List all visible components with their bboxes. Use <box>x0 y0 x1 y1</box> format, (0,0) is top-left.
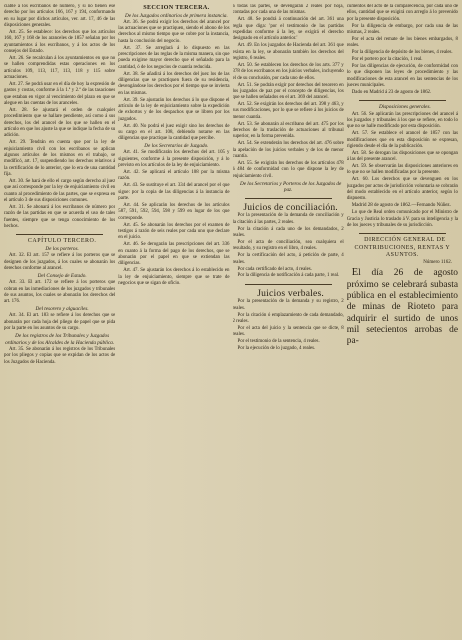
paragraph: Art. 34. El art. 183 se refiere á los derechos que se abonarán por cada hoja del pliego de papel que se pida por la parte en los asuntos de su cargo. <box>4 313 116 332</box>
paragraph: Art. 36. Se podrá exigir los derechos del arancel por las actuaciones que se practiquen, siendo el abono de los derechos al mismo tiempo que se cobre por la instancia, hasta la conclusión del negocio. <box>118 19 230 44</box>
fee-item: Por la certificación del acto, á petición de parte, 4 reales. <box>232 253 344 265</box>
fee-item: Por la citación á cada uno de los demandados, 2 reales. <box>232 226 344 239</box>
paragraph: Art. 54. Se extenderán los derechos del art. 476 sobre la apelación de los juicios verbales y de los de menor cuantía. <box>232 141 344 160</box>
fee-item: Por la diligencia de embargo, por cada una de las mismas, 2 reales. <box>346 23 458 35</box>
paragraph: Art. 32. El art. 157 se refiere á los porteros que se designen de los juzgados, á los cuales se abonarán los derechos conforme al arancel. <box>4 253 116 272</box>
paragraph: Art. 58. Se derogan las disposiciones que se opongan á las del presente arancel. <box>346 150 458 163</box>
paragraph: Art. 46. Se derogarán las prescripciones del art. 336 en cuanto á la forma del pago de los derechos, que se abonarán por el papel en que se extiendan las diligencias. <box>118 242 230 267</box>
column-2 <box>118 4 229 640</box>
fee-item: Por el portero por la citación, 1 real. <box>351 57 423 63</box>
fee-item: Por la presentación de la demanda y su registro, 2 reales. <box>232 299 344 311</box>
section-heading: SECCION TERCERA. <box>143 4 210 11</box>
column-4 <box>347 4 458 640</box>
paragraph: Art. 38. Se añadirá á los derechos del juez los de las diligencias que se practiquen fuera de su residencia, devengándose los derechos por el tiempo que se invierta en las mismas. <box>118 71 230 96</box>
paragraph: Art. 31. Se abonará á los escribanos de número por razón de las partidas en que se acuerda el uso de tales fuentes, siempre que se tenga conocimiento de los hechos. <box>4 204 116 229</box>
paragraph: Art. 30. Se hará de ello el cargo según derecho al juez que así corresponde por la ley de enjuiciamiento civil en cuanto al procedimiento de las partes, que se expresa en el artículo 3 de sus disposiciones comunes. <box>4 178 116 203</box>
fee-item: Por el acta del remate de los bienes embargados, 8 reales. <box>346 36 458 49</box>
paragraph: Art. 33. El art. 172 se refiere á los porteros que cobran en las inmediaciones de los juzgados y tribunales de sus asuntos, los cuales se abonarán los derechos del art. 176. <box>4 280 116 305</box>
paragraph: Art. 60. Los derechos que se devenguen en los juzgados por actos de jurisdicción voluntaria se cobrarán del modo establecido en el artículo anterior, según lo dispuesto. <box>346 177 458 202</box>
divider <box>16 234 103 235</box>
fee-item: Por la diligencia de notificación á cada parte, 1 real. <box>237 273 340 279</box>
paragraph: Art. 45. Se abonarán los derechos por el examen de testigos á razón de seis reales por cada uno que declare en el juicio. <box>118 222 230 241</box>
paragraph: Art. 49. En los juzgados de Hacienda del art. 361 que exista en la ley, se abonarán también los derechos del registro, 6 reales. <box>232 43 344 61</box>
paragraph: Art. 28. Se ajustará el orden de cualquier procedimiento que se hallare pendiente, así como á sus derechos, los del arancel de los que se hallen en el artículo en que los ajuste la que se indique la fecha de su adición. <box>4 107 116 139</box>
paragraph: Art. 50. Se establecen los derechos de los arts. 377 y 378 de los escribanos en los juicios verbales, incluyendo el de su conclusión, por cada uno de ellos. <box>232 62 344 81</box>
notice-body: El día 26 de agosto próximo se celebrará subasta pública en el establecimiento de minas de Rioteto para adquirir el surtido de unos mil setecientos arrobas de pa- <box>346 267 458 347</box>
paragraph: Art. 39. Se ajustarán los derechos á lo que dispone el artículo de la ley de enjuiciamiento sobre la expedición de exhortos y de los despachos que se libren por los juzgados. <box>118 97 230 122</box>
paragraph: Art. 35. Se abonarán á los registros de los Tribunales por los pliegos y copias que se expidan de los actos de los Juzgados de Hacienda. <box>4 346 116 365</box>
paragraph: a todas las partes, se devengarán 2 reales por hoja, contadas por cada una de las mismas. <box>232 4 344 16</box>
divider <box>359 233 446 234</box>
divider <box>245 198 332 199</box>
column-3 <box>233 4 344 640</box>
fee-item: Por el testimonio de la sentencia, 4 reales. <box>237 339 320 345</box>
fee-item: Por el acta de conciliación, sea cualquiera el resultado, y su registro en el libro, 4 reales. <box>232 239 344 252</box>
paragraph: Lo que de Real orden comunicado por el Ministro de Gracia y Justicia lo traslado á V. para su inteligencia y la de los jueces y tribunales de su jurisdicción. <box>346 210 458 229</box>
paragraph: Por las diligencias de ejecución, de conformidad con lo que disponen las leyes de procedimiento y las modificaciones de esta arancel en las sentencias de los jueces municipales. <box>346 64 458 89</box>
paragraph: Art. 48. Se pondrá á continuación del art. 361 una regla que diga: 'por el testimonio de las partidas expedidas conforme á la ley, se exigirá el derecho designado en el artículo anterior.' <box>232 17 344 42</box>
section-subheading: Del tesorero y alguaciles. <box>35 306 89 313</box>
section-subheading: Disposiciones generales. <box>378 104 431 111</box>
paragraph: Art. 27. Se podrá usar en el día de hoy la expresión de gastos y costas, conforme á la 1.ª y 2.ª de las tasaciones que estaban en vigor al vencimiento del plazo en que se alegue en las cuentas de los aranceles. <box>4 81 116 106</box>
section-heading-large: Juicios verbales. <box>257 287 325 299</box>
paragraph: Art. 43. Se sustituye el art. 334 del arancel por el que sigue: por la copia de las diligencias á la instancia de parte. <box>118 183 230 202</box>
paragraph: Dado en Madrid á 23 de agosto de 1862. <box>351 90 432 96</box>
paragraph: Art. 40. No podrá el juez exigir sino los derechos de su cargo en el art. 108, debiendo notarse en las diligencias que practique la cantidad que percibe. <box>118 123 230 142</box>
paragraph: Art. 42. Se aplicará el artículo 108 por la misma razón. <box>118 170 230 182</box>
paragraph: ciable á los escribanos de número, y si no tienen ese derecho por los artículos 166, 167 y 194, conformando en su lugar por dichos artículos, ver. art. 17, 46 de las disposiciones generales. <box>4 4 116 29</box>
section-subheading: De los Secretarios y Porteros de los Juzgados de paz. <box>239 180 342 194</box>
section-subheading: De los Secretarios de Juzgado. <box>144 143 209 150</box>
section-subheading: De los Juzgados ordinarios de primera instancia. <box>124 12 228 19</box>
fee-item: Por la ejecución de lo juzgado, 4 reales. <box>237 346 316 352</box>
notice-number: Número 1162. <box>423 260 452 266</box>
divider <box>245 284 332 285</box>
paragraph: Art. 47. Se ajustarán los derechos á lo establecido en la ley de enjuiciamiento, siempre que se trate de negocios que se sigan de oficio. <box>118 268 230 286</box>
paragraph: Art. 52. Se exigirán los derechos del art. 398 y 463, y sus modificaciones, por lo que se refiere á los juicios de menor cuantía. <box>232 102 344 120</box>
signature-line: Madrid 28 de agosto de 1862.—Fernando Núñez. <box>351 203 451 209</box>
paragraph: cumentos del acto de la comparecencia, por cada uno de ellos, cantidad que se exigirá con arreglo á lo prevenido por la presente disposición. <box>346 4 458 22</box>
paragraph: Art. 29. Tendrán en cuenta que por la ley de enjuiciamiento civil con los escribanos se aplican algunos artículos de los mismos en el trabajo, se modificó, art. 17, suspendiendo los derechos relativos á la certificación de lo anterior, que lo era de una cantidad fija. <box>4 140 116 177</box>
section-heading: DIRECCIÓN GENERAL DE CONTRIBUCIONES, RENTAS Y ASUNTOS. <box>354 237 451 259</box>
paragraph: Art. 37. Se arreglará á lo dispuesto en las prescripciones de las reglas de la misma manera, sin que pueda exigirse mayor derecho que el señalado para la cantidad, ó de los negocios de cuantía reducida. <box>118 45 230 70</box>
fee-item: Por la citación ó emplazamiento de cada demandado, 2 reales. <box>232 312 344 325</box>
paragraph: Art. 55. Se exigirán los derechos de los artículos 478 á 484 de conformidad con lo que dispone la ley de enjuiciamiento civil. <box>232 161 344 179</box>
fee-item: Por la diligencia de depósito de los bienes, 4 reales. <box>351 50 453 56</box>
paragraph: Art. 41. Se modificarán los derechos del art. 105 y siguientes, conforme á la presente disposición, y á lo previsto en los artículos de la ley de enjuiciamiento. <box>118 150 230 169</box>
paragraph: Art. 25. Se establece: los derechos que los artículos 160, 167 y 168 de los aranceles de 1857 señalan por los ayuntamientos á los escribanos, y á los actos de los consejos del Estado. <box>4 29 116 54</box>
paragraph: Art. 44. Se aplicarán los derechos de los artículos 587, 591, 592, 594, 598 y 599 en lugar de los que corresponde. <box>118 203 230 221</box>
section-subheading: De los porteros. <box>45 246 79 253</box>
chapter-heading: CAPÍTULO TERCERO. <box>27 238 97 245</box>
paragraph: Art. 59. Se observarán las disposiciones anteriores en lo que no se hallen modificadas por la presente. <box>346 164 458 176</box>
column-1 <box>4 4 115 640</box>
paragraph: Art. 56. Se aplicarán las prescripciones del arancel á los juzgados y tribunales á los que se refiere, en todo lo que no se halle modificado por esta disposición. <box>346 111 458 130</box>
fee-item: Por la presentación de la demanda de conciliación y la citación á las partes, 2 reales. <box>232 213 344 225</box>
fee-item: Por el acta del juicio y la sentencia que se dicte, 8 reales. <box>232 325 344 338</box>
section-heading-large: Juicios de conciliación. <box>243 201 338 213</box>
section-subheading: Del Consejo de Estado. <box>37 273 87 280</box>
section-subheading: De los registros de los Tribunales y Juzgados ordinarios y de los Alcaldes de la Hacienda pública. <box>5 333 115 346</box>
fee-item: Por cada certificado del acto, 4 reales. <box>237 266 312 272</box>
paragraph: Art. 26. Se recalculan á los ayuntamientos en que no se hallen comprendidas estas operaciones en los artículos 109, 113, 117, 113, 118 y 115 sobre actuaciones. <box>4 55 116 80</box>
divider <box>359 100 446 101</box>
paragraph: Art. 51. Se podrán exigir por derechos del tesorero en los juzgados de paz por el concepto de diligencias, los que se hallen señalados en el art. 369 del arancel. <box>232 82 344 101</box>
paragraph: Art. 57. Se establece el arancel de 1857 con las modificaciones que en esta disposición se expresan, rigiendo desde el día de la publicación. <box>346 131 458 149</box>
paragraph: Art. 53. Se abonarán al escribano del art. 475 por los derechos de la traslación de actuaciones al tribunal superior, en la forma prevenida. <box>232 121 344 140</box>
